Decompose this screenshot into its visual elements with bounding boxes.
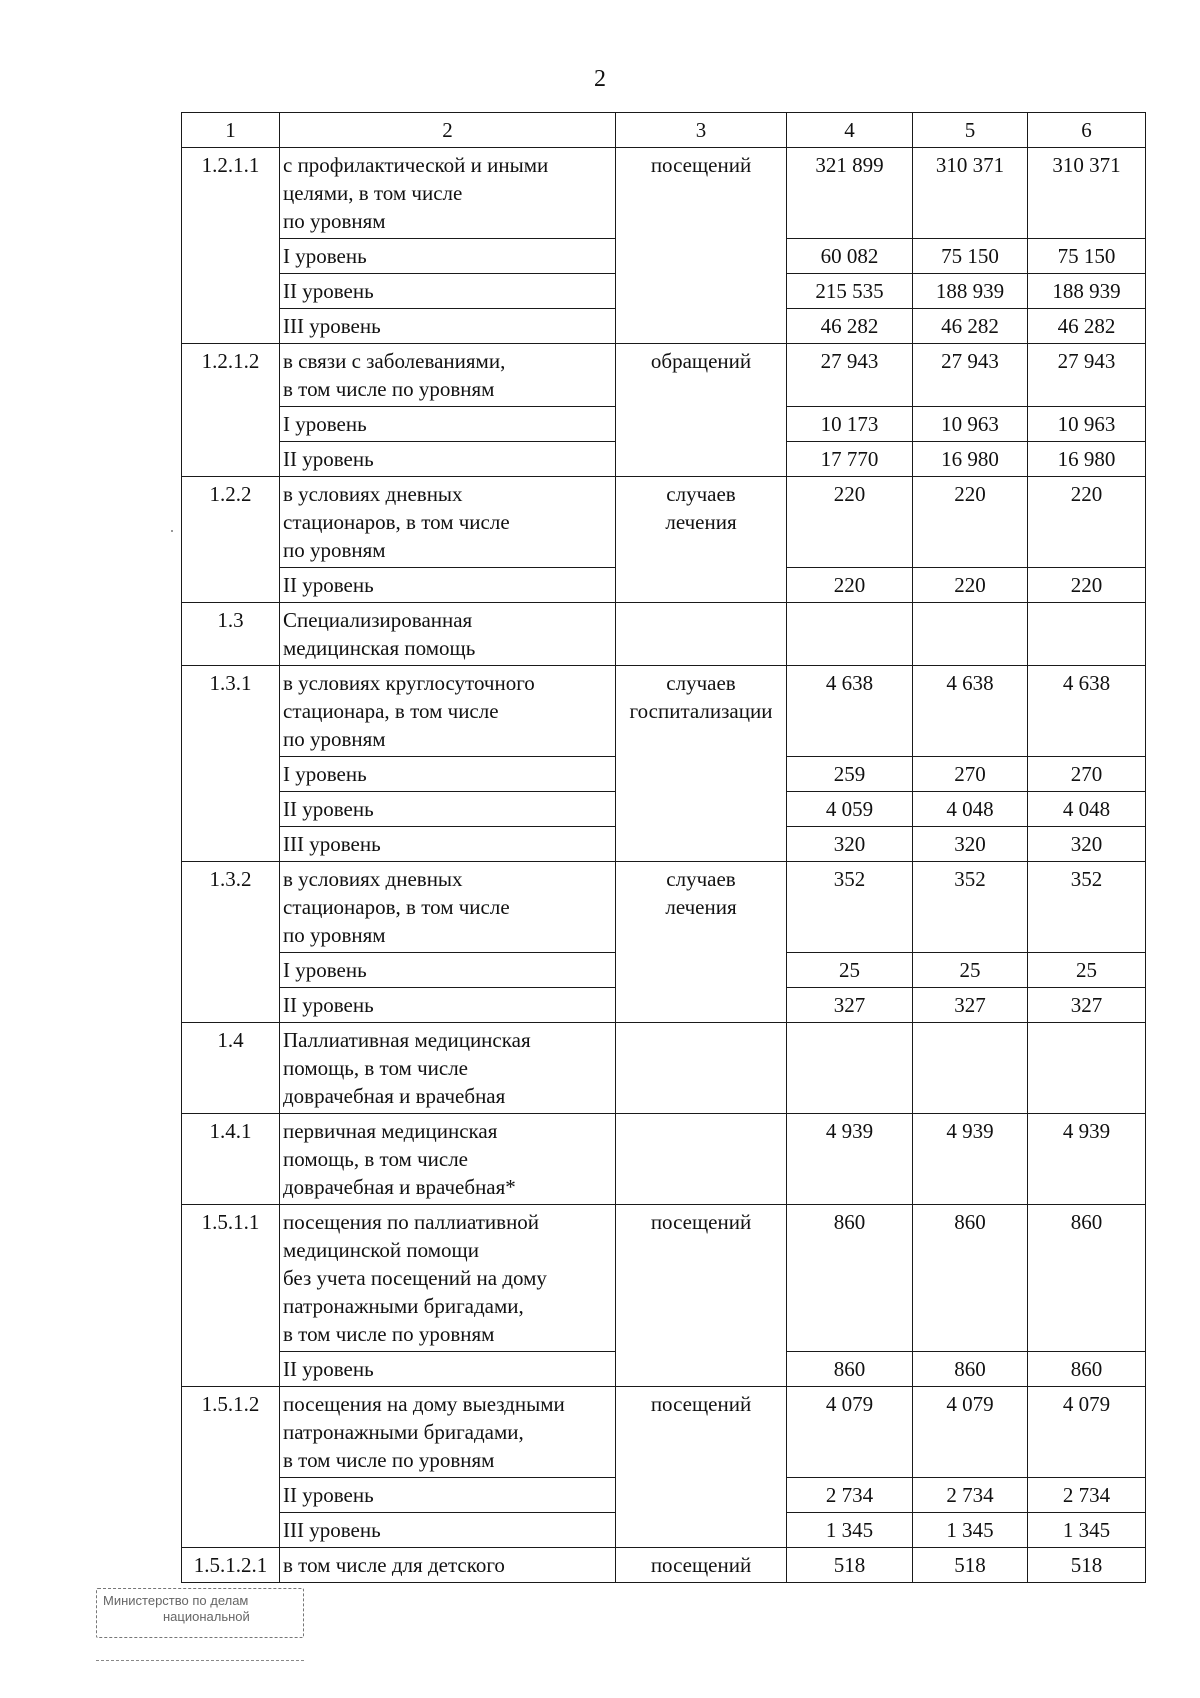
value-cell-v5: 518 xyxy=(913,1548,1028,1583)
value-cell-v6: 352 xyxy=(1028,862,1146,953)
row-unit: обращений xyxy=(616,344,787,477)
row-label: в связи с заболеваниями, в том числе по уровням xyxy=(280,344,616,407)
value-cell-v6: 188 939 xyxy=(1028,274,1146,309)
row-unit: посещений xyxy=(616,1387,787,1548)
value-cell-v4 xyxy=(787,603,913,666)
row-unit xyxy=(616,603,787,666)
value-cell-v5: 2 734 xyxy=(913,1478,1028,1513)
value-cell-v4: 17 770 xyxy=(787,442,913,477)
row-label: с профилактической и иными целями, в том числе по уровням xyxy=(280,148,616,239)
value-cell-v5: 4 079 xyxy=(913,1387,1028,1478)
value-cell-v6: 46 282 xyxy=(1028,309,1146,344)
value-cell-v5: 4 048 xyxy=(913,792,1028,827)
value-cell-v6: 25 xyxy=(1028,953,1146,988)
row-unit xyxy=(616,1023,787,1114)
value-cell-v5: 1 345 xyxy=(913,1513,1028,1548)
column-header: 3 xyxy=(616,113,787,148)
value-cell-v4: 1 345 xyxy=(787,1513,913,1548)
value-cell-v6 xyxy=(1028,603,1146,666)
row-label: Специализированная медицинская помощь xyxy=(280,603,616,666)
row-label: III уровень xyxy=(280,309,616,344)
row-code: 1.4 xyxy=(182,1023,280,1114)
row-label: посещения по паллиативной медицинской помощи без учета посещений на дому патронажными бригадами, в том числе по уровням xyxy=(280,1205,616,1352)
row-label: II уровень xyxy=(280,792,616,827)
value-cell-v6: 310 371 xyxy=(1028,148,1146,239)
value-cell-v4: 327 xyxy=(787,988,913,1023)
table-row xyxy=(182,666,1146,757)
table-row xyxy=(182,1548,1146,1583)
value-cell-v4: 27 943 xyxy=(787,344,913,407)
row-label: II уровень xyxy=(280,442,616,477)
page-number: 2 xyxy=(594,66,606,92)
column-header: 5 xyxy=(913,113,1028,148)
value-cell-v5: 25 xyxy=(913,953,1028,988)
value-cell-v5: 10 963 xyxy=(913,407,1028,442)
value-cell-v4: 4 638 xyxy=(787,666,913,757)
value-cell-v4: 10 173 xyxy=(787,407,913,442)
row-unit: посещений xyxy=(616,1205,787,1387)
value-cell-v5: 860 xyxy=(913,1352,1028,1387)
row-unit: случаев лечения xyxy=(616,862,787,1023)
value-cell-v6: 27 943 xyxy=(1028,344,1146,407)
row-label: II уровень xyxy=(280,988,616,1023)
value-cell-v4: 352 xyxy=(787,862,913,953)
row-label: III уровень xyxy=(280,827,616,862)
table-row xyxy=(182,1114,1146,1205)
value-cell-v4: 220 xyxy=(787,568,913,603)
value-cell-v4: 860 xyxy=(787,1205,913,1352)
value-cell-v5 xyxy=(913,1023,1028,1114)
column-header: 4 xyxy=(787,113,913,148)
row-code: 1.2.2 xyxy=(182,477,280,603)
table-row xyxy=(182,603,1146,666)
value-cell-v4: 25 xyxy=(787,953,913,988)
value-cell-v4: 4 939 xyxy=(787,1114,913,1205)
value-cell-v5: 16 980 xyxy=(913,442,1028,477)
value-cell-v5: 860 xyxy=(913,1205,1028,1352)
data-table xyxy=(181,112,1146,1583)
row-label: в том числе для детского xyxy=(280,1548,616,1583)
value-cell-v6: 4 048 xyxy=(1028,792,1146,827)
value-cell-v6: 4 079 xyxy=(1028,1387,1146,1478)
row-code: 1.2.1.1 xyxy=(182,148,280,344)
value-cell-v4: 518 xyxy=(787,1548,913,1583)
value-cell-v6 xyxy=(1028,1023,1146,1114)
row-unit: посещений xyxy=(616,1548,787,1583)
value-cell-v5 xyxy=(913,603,1028,666)
row-code: 1.3 xyxy=(182,603,280,666)
value-cell-v4: 60 082 xyxy=(787,239,913,274)
row-label: III уровень xyxy=(280,1513,616,1548)
value-cell-v5: 75 150 xyxy=(913,239,1028,274)
row-label: I уровень xyxy=(280,953,616,988)
row-label: в условиях дневных стационаров, в том числе по уровням xyxy=(280,477,616,568)
row-label: Паллиативная медицинская помощь, в том числе доврачебная и врачебная xyxy=(280,1023,616,1114)
value-cell-v4: 215 535 xyxy=(787,274,913,309)
row-code: 1.5.1.2.1 xyxy=(182,1548,280,1583)
row-code: 1.2.1.2 xyxy=(182,344,280,477)
row-label: I уровень xyxy=(280,407,616,442)
value-cell-v5: 27 943 xyxy=(913,344,1028,407)
registration-stamp xyxy=(96,1588,304,1638)
value-cell-v6: 220 xyxy=(1028,568,1146,603)
value-cell-v6: 10 963 xyxy=(1028,407,1146,442)
row-label: I уровень xyxy=(280,757,616,792)
stamp-line-1: Министерство по делам xyxy=(103,1593,249,1608)
value-cell-v6: 75 150 xyxy=(1028,239,1146,274)
value-cell-v6: 860 xyxy=(1028,1352,1146,1387)
value-cell-v6: 16 980 xyxy=(1028,442,1146,477)
row-label: I уровень xyxy=(280,239,616,274)
value-cell-v5: 220 xyxy=(913,477,1028,568)
value-cell-v4: 4 079 xyxy=(787,1387,913,1478)
table-row xyxy=(182,1205,1146,1352)
value-cell-v5: 220 xyxy=(913,568,1028,603)
row-label: II уровень xyxy=(280,274,616,309)
row-code: 1.3.2 xyxy=(182,862,280,1023)
row-unit: случаев госпитализации xyxy=(616,666,787,862)
table-row xyxy=(182,477,1146,568)
stamp-line-2: национальной xyxy=(163,1609,250,1624)
value-cell-v5: 310 371 xyxy=(913,148,1028,239)
row-code: 1.5.1.2 xyxy=(182,1387,280,1548)
value-cell-v5: 327 xyxy=(913,988,1028,1023)
value-cell-v6: 320 xyxy=(1028,827,1146,862)
row-unit xyxy=(616,1114,787,1205)
row-code: 1.5.1.1 xyxy=(182,1205,280,1387)
value-cell-v6: 1 345 xyxy=(1028,1513,1146,1548)
row-label: II уровень xyxy=(280,1478,616,1513)
row-label: в условиях круглосуточного стационара, в том числе по уровням xyxy=(280,666,616,757)
row-unit: посещений xyxy=(616,148,787,344)
row-label: в условиях дневных стационаров, в том числе по уровням xyxy=(280,862,616,953)
scan-speck xyxy=(171,530,173,532)
value-cell-v5: 270 xyxy=(913,757,1028,792)
column-header: 6 xyxy=(1028,113,1146,148)
row-label: II уровень xyxy=(280,568,616,603)
value-cell-v4: 860 xyxy=(787,1352,913,1387)
stamp-underline xyxy=(96,1660,304,1661)
row-code: 1.4.1 xyxy=(182,1114,280,1205)
value-cell-v5: 4 939 xyxy=(913,1114,1028,1205)
column-header: 1 xyxy=(182,113,280,148)
row-unit: случаев лечения xyxy=(616,477,787,603)
value-cell-v6: 2 734 xyxy=(1028,1478,1146,1513)
table-row xyxy=(182,862,1146,953)
table-row xyxy=(182,344,1146,407)
row-label: посещения на дому выездными патронажными бригадами, в том числе по уровням xyxy=(280,1387,616,1478)
value-cell-v4: 320 xyxy=(787,827,913,862)
value-cell-v4: 220 xyxy=(787,477,913,568)
value-cell-v4: 46 282 xyxy=(787,309,913,344)
value-cell-v5: 320 xyxy=(913,827,1028,862)
value-cell-v4: 259 xyxy=(787,757,913,792)
column-header: 2 xyxy=(280,113,616,148)
row-label: первичная медицинская помощь, в том числе доврачебная и врачебная* xyxy=(280,1114,616,1205)
value-cell-v5: 4 638 xyxy=(913,666,1028,757)
row-code: 1.3.1 xyxy=(182,666,280,862)
value-cell-v4: 321 899 xyxy=(787,148,913,239)
value-cell-v6: 270 xyxy=(1028,757,1146,792)
value-cell-v6: 518 xyxy=(1028,1548,1146,1583)
value-cell-v4: 4 059 xyxy=(787,792,913,827)
value-cell-v5: 188 939 xyxy=(913,274,1028,309)
header-row xyxy=(182,113,1146,148)
value-cell-v6: 4 939 xyxy=(1028,1114,1146,1205)
value-cell-v4: 2 734 xyxy=(787,1478,913,1513)
table-row xyxy=(182,1387,1146,1478)
value-cell-v5: 352 xyxy=(913,862,1028,953)
value-cell-v6: 860 xyxy=(1028,1205,1146,1352)
value-cell-v5: 46 282 xyxy=(913,309,1028,344)
value-cell-v6: 220 xyxy=(1028,477,1146,568)
value-cell-v4 xyxy=(787,1023,913,1114)
value-cell-v6: 327 xyxy=(1028,988,1146,1023)
table-row xyxy=(182,1023,1146,1114)
value-cell-v6: 4 638 xyxy=(1028,666,1146,757)
table-row xyxy=(182,148,1146,239)
row-label: II уровень xyxy=(280,1352,616,1387)
